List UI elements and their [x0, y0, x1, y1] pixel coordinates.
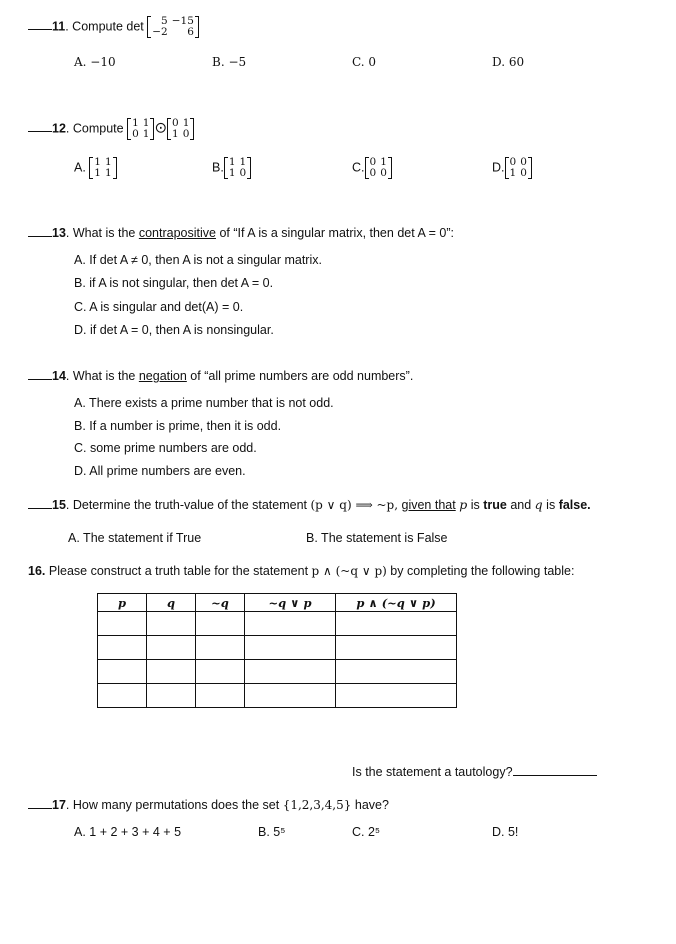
value-true: true	[483, 498, 507, 512]
question-13: 13. What is the contrapositive of “If A is a singular matrix, then det A = 0”:	[28, 225, 454, 240]
option-14b[interactable]: B. If a number is prime, then it is odd.	[74, 419, 282, 433]
table-cell[interactable]	[147, 660, 196, 684]
tautology-answer-blank[interactable]	[513, 764, 597, 776]
boolean-product-operator: ⊙	[154, 119, 168, 137]
matrix-12-left: 1 1 0 1	[127, 118, 154, 140]
option-12c[interactable]: C. 0 1 0 0	[352, 157, 392, 179]
table-cell[interactable]	[336, 612, 457, 636]
table-cell[interactable]	[336, 636, 457, 660]
column-header: ~q ∨ p	[245, 594, 336, 612]
statement: p ∧ (~q ∨ p)	[311, 564, 387, 578]
option-11a[interactable]: A. −10	[74, 55, 116, 69]
question-prompt: Compute det	[72, 19, 144, 34]
prompt-text: Is the statement a tautology?	[352, 765, 513, 779]
option-13c[interactable]: C. A is singular and det(A) = 0.	[74, 300, 244, 314]
table-cell[interactable]	[196, 636, 245, 660]
table-cell[interactable]	[245, 660, 336, 684]
option-12b[interactable]: B. 1 1 1 0	[212, 157, 251, 179]
statement: (p ∨ q) ⟹ ~p,	[310, 498, 399, 512]
option-17d[interactable]: D. 5!	[492, 825, 519, 839]
option-15b[interactable]: B. The statement is False	[306, 531, 448, 545]
table-cell[interactable]	[98, 684, 147, 708]
prompt-text: have?	[351, 798, 389, 812]
set: {1,2,3,4,5}	[282, 798, 352, 812]
column-header: ~q	[196, 594, 245, 612]
answer-blank-14[interactable]	[28, 368, 52, 380]
prompt-keyword: contrapositive	[138, 226, 216, 240]
table-cell[interactable]	[245, 612, 336, 636]
table-cell[interactable]	[196, 660, 245, 684]
question-number: 15	[52, 498, 66, 512]
prompt-text: Please construct a truth table for the statement	[48, 564, 312, 578]
question-17: 17. How many permutations does the set {1,2,3,4,5} have?	[28, 797, 389, 812]
option-13d[interactable]: D. if det A = 0, then A is nonsingular.	[74, 323, 274, 337]
table-header-row	[98, 594, 457, 612]
option-11c[interactable]: C. 0	[352, 55, 377, 69]
table-cell[interactable]	[98, 612, 147, 636]
matrix-11: 5 −15 −2 6	[147, 16, 199, 38]
option-15a[interactable]: A. The statement if True	[68, 531, 202, 545]
question-15: 15. Determine the truth-value of the statement (p ∨ q) ⟹ ~p, given that p is true and q is false.	[28, 497, 591, 512]
option-14a[interactable]: A. There exists a prime number that is not odd.	[74, 396, 334, 410]
question-number: 17	[52, 798, 66, 812]
answer-blank-13[interactable]	[28, 225, 52, 237]
question-number: 11	[52, 19, 66, 34]
answer-blank-17[interactable]	[28, 797, 52, 809]
column-header: p	[98, 594, 147, 612]
option-11d[interactable]: D. 60	[492, 55, 525, 69]
table-cell[interactable]	[196, 612, 245, 636]
option-14d[interactable]: D. All prime numbers are even.	[74, 464, 246, 478]
question-number: 13	[52, 226, 66, 240]
prompt-text: What is the	[72, 369, 139, 383]
column-header: q	[147, 594, 196, 612]
question-12: 12. Compute 1 1 0 1 ⊙ 0 1 1 0	[28, 118, 194, 140]
table-cell[interactable]	[147, 612, 196, 636]
var-q: q	[534, 497, 543, 512]
table-cell[interactable]	[147, 636, 196, 660]
answer-blank-12[interactable]	[28, 120, 52, 132]
table-cell[interactable]	[336, 660, 457, 684]
question-number: 16.	[28, 564, 46, 578]
prompt-text: of “all prime numbers are odd numbers”.	[186, 369, 414, 383]
question-14: 14. What is the negation of “all prime numbers are odd numbers”.	[28, 368, 413, 383]
table-cell[interactable]	[98, 660, 147, 684]
option-17b[interactable]: B. 5⁵	[258, 825, 286, 839]
answer-blank-11[interactable]	[28, 18, 52, 30]
prompt-text: Determine the truth-value of the statement	[72, 498, 311, 512]
table-cell[interactable]	[245, 684, 336, 708]
option-12d[interactable]: D. 0 0 1 0	[492, 157, 532, 179]
table-cell[interactable]	[147, 684, 196, 708]
tautology-question	[352, 764, 597, 779]
question-prompt: Compute	[72, 121, 124, 136]
answer-blank-15[interactable]	[28, 497, 52, 509]
question-11: 11. Compute det 5 −15 −2 6	[28, 16, 199, 38]
question-number: 12	[52, 121, 66, 136]
prompt-text: What is the	[72, 226, 139, 240]
option-13b[interactable]: B. if A is not singular, then det A = 0.	[74, 276, 274, 290]
table-cell[interactable]	[98, 636, 147, 660]
table-row	[98, 612, 457, 636]
table-cell[interactable]	[336, 684, 457, 708]
prompt-text: is	[470, 498, 480, 512]
given-that: given that	[401, 498, 456, 512]
table-row	[98, 636, 457, 660]
table-cell[interactable]	[196, 684, 245, 708]
prompt-text: of “If A is a singular matrix, then det A = 0”:	[215, 226, 454, 240]
table-row	[98, 684, 457, 708]
matrix-12-right: 0 1 1 0	[167, 118, 194, 140]
option-12a[interactable]: A. 1 1 1 1	[74, 157, 117, 179]
truth-table	[97, 593, 457, 708]
table-row	[98, 660, 457, 684]
question-16	[28, 564, 574, 578]
var-p: p	[459, 497, 468, 512]
option-11b[interactable]: B. −5	[212, 55, 247, 69]
prompt-keyword: negation	[138, 369, 187, 383]
table-cell[interactable]	[245, 636, 336, 660]
value-false: false.	[558, 498, 591, 512]
option-14c[interactable]: C. some prime numbers are odd.	[74, 441, 257, 455]
option-13a[interactable]: A. If det A ≠ 0, then A is not a singular matrix.	[74, 253, 322, 267]
option-17a[interactable]: A. 1 + 2 + 3 + 4 + 5	[74, 825, 182, 839]
option-17c[interactable]: C. 2⁵	[352, 825, 381, 839]
question-number: 14	[52, 369, 66, 383]
prompt-text: and	[510, 498, 532, 512]
prompt-text: is	[546, 498, 556, 512]
column-header: p ∧ (~q ∨ p)	[336, 594, 457, 612]
prompt-text: How many permutations does the set	[72, 798, 283, 812]
prompt-text: by completing the following table:	[386, 564, 575, 578]
